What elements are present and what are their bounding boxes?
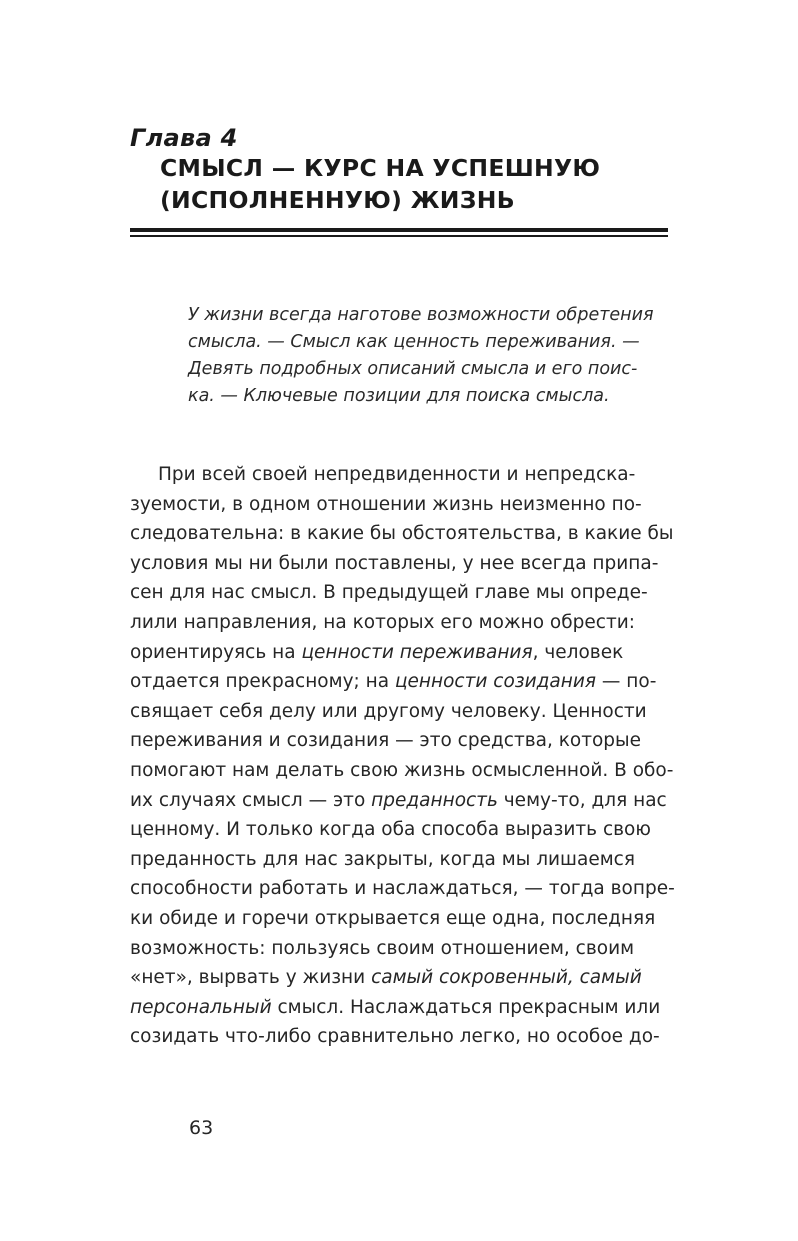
text-run: переживания и созидания — это средства, которые — [130, 730, 642, 752]
text-run: свящает себя делу или другому человеку. Ценности — [130, 700, 647, 722]
body-line — [130, 1022, 670, 1052]
page-number: 63 — [189, 1117, 214, 1139]
body-line — [130, 490, 670, 520]
body-line — [130, 845, 670, 875]
text-run: , человек — [532, 641, 624, 663]
emphasis-text: ценности созидания — [394, 671, 597, 693]
body-line — [130, 993, 670, 1023]
body-line — [130, 608, 670, 638]
text-run: отдается прекрасному; на — [130, 671, 395, 693]
body-line — [130, 519, 674, 549]
text-run: чему-то, для нас — [497, 789, 667, 811]
body-line — [130, 904, 670, 934]
body-line — [130, 874, 675, 904]
body-text — [130, 460, 675, 1052]
body-line — [130, 934, 670, 964]
emphasis-text: персональный — [130, 996, 272, 1018]
body-line — [130, 815, 670, 845]
title-rule-thick — [130, 228, 668, 232]
body-line — [130, 756, 674, 786]
text-run: условия мы ни были поставлены, у нее всегда припа- — [130, 552, 659, 574]
text-run: способности работать и наслаждаться, — тогда вопре- — [130, 878, 675, 900]
body-line — [130, 460, 670, 490]
text-run: помогают нам делать свою жизнь осмысленной. В обо- — [130, 759, 674, 781]
text-run: возможность: пользуясь своим отношением, своим — [130, 937, 635, 959]
emphasis-text: самый сокровенный, самый — [371, 967, 642, 989]
text-run: сен для нас смысл. В предыдущей главе мы опреде- — [130, 582, 648, 604]
text-run: ориентируясь на — [130, 641, 302, 663]
chapter-title — [160, 152, 600, 216]
text-run: созидать что-либо сравнительно легко, но особое до- — [130, 1026, 660, 1048]
epigraph-line: Девять подробных описаний смысла и его поис- — [188, 359, 638, 379]
text-run: — по- — [596, 671, 657, 693]
text-run: При всей своей непредвиденности и непредска- — [158, 464, 636, 485]
text-run: смысл. Наслаждаться прекрасным или — [271, 996, 661, 1018]
body-line — [130, 578, 670, 608]
emphasis-text: ценности переживания — [301, 641, 533, 663]
epigraph-line: смысла. — Смысл как ценность переживания. — — [188, 332, 640, 352]
text-run: «нет», вырвать у жизни — [130, 967, 372, 989]
body-line — [130, 638, 670, 668]
body-line — [130, 786, 670, 816]
text-run: ценному. И только когда оба способа выразить свою — [130, 819, 651, 841]
text-run: следовательна: в какие бы обстоятельства, в какие бы — [130, 523, 674, 545]
title-rule-thin — [130, 235, 668, 237]
epigraph-line: У жизни всегда наготове возможности обретения — [188, 305, 654, 325]
chapter-title-line: (ИСПОЛНЕННУЮ) ЖИЗНЬ — [160, 186, 515, 214]
text-run: лили направления, на которых его можно обрести: — [130, 611, 635, 633]
epigraph — [188, 302, 658, 410]
body-line — [130, 697, 670, 727]
body-line — [130, 549, 670, 579]
text-run: преданность для нас закрыты, когда мы лишаемся — [130, 848, 635, 870]
body-line — [130, 667, 670, 697]
text-run: их случаях смысл — это — [130, 789, 372, 811]
chapter-title-line: СМЫСЛ — КУРС НА УСПЕШНУЮ — [160, 154, 601, 182]
chapter-label: Глава 4 — [130, 124, 238, 152]
body-line — [130, 726, 670, 756]
epigraph-line: ка. — Ключевые позиции для поиска смысла. — [188, 386, 610, 406]
text-run: зуемости, в одном отношении жизнь неизменно по- — [130, 493, 642, 515]
emphasis-text: преданность — [371, 789, 498, 811]
text-run: ки обиде и горечи открывается еще одна, последняя — [130, 907, 656, 929]
body-line — [130, 963, 670, 993]
